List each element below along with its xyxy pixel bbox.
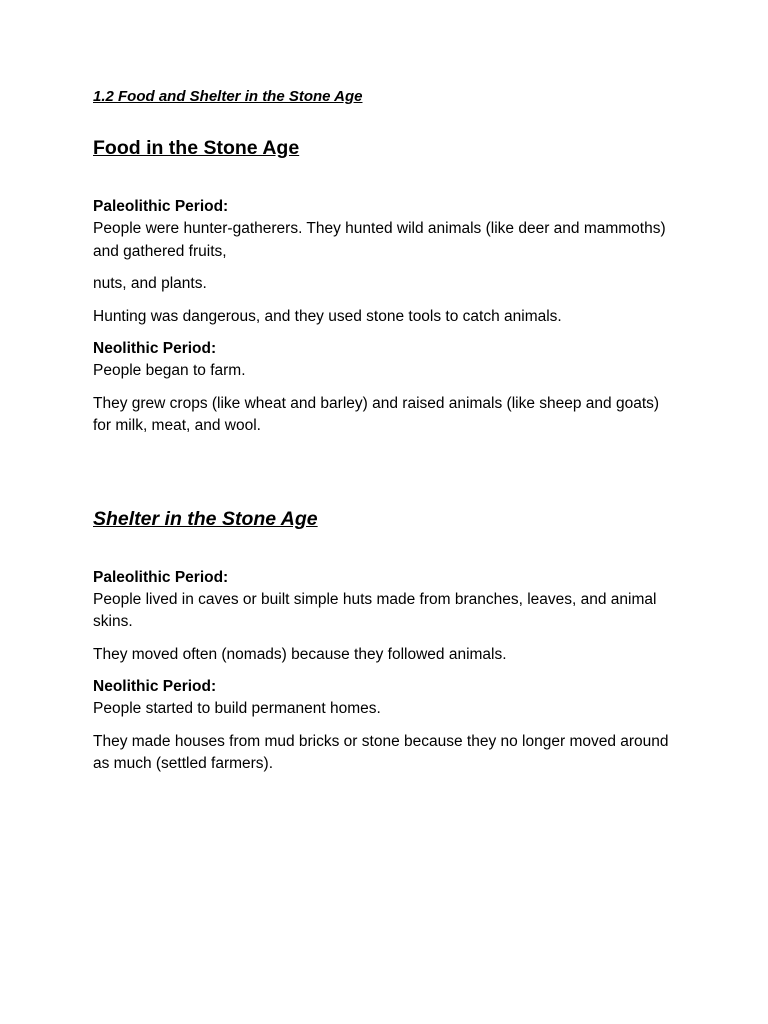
document-body (93, 86, 673, 776)
shelter-neolithic-paragraph: People started to build permanent homes. (93, 700, 381, 717)
food-paleolithic-label: Paleolithic Period: (93, 198, 229, 215)
food-paleolithic-paragraph: nuts, and plants. (93, 275, 207, 292)
shelter-neolithic-section (93, 676, 673, 776)
shelter-section-heading: Shelter in the Stone Age (93, 507, 318, 530)
document-title: 1.2 Food and Shelter in the Stone Age (93, 88, 363, 105)
food-neolithic-section (93, 338, 673, 438)
shelter-paleolithic-paragraph: They moved often (nomads) because they followed animals. (93, 645, 507, 663)
food-neolithic-paragraph: They grew crops (like wheat and barley) and raised animals (like sheep and goats) for milk, meat, and wool. (93, 394, 660, 434)
food-paleolithic-section (93, 196, 673, 328)
shelter-paleolithic-paragraph: People lived in caves or built simple huts made from branches, leaves, and animal skins. (93, 590, 657, 630)
food-section-heading: Food in the Stone Age (93, 137, 300, 159)
food-neolithic-label: Neolithic Period: (93, 340, 217, 357)
shelter-neolithic-label: Neolithic Period: (93, 678, 217, 695)
food-neolithic-paragraph: People began to farm. (93, 362, 246, 379)
shelter-neolithic-paragraph: They made houses from mud bricks or stone because they no longer moved around as much (settled farmers). (93, 732, 669, 772)
shelter-paleolithic-label: Paleolithic Period: (93, 568, 229, 586)
food-paleolithic-paragraph: People were hunter-gatherers. They hunted wild animals (like deer and mammoths) and gathered fruits, (93, 220, 666, 260)
shelter-paleolithic-section (93, 567, 673, 667)
food-paleolithic-paragraph: Hunting was dangerous, and they used stone tools to catch animals. (93, 307, 562, 325)
